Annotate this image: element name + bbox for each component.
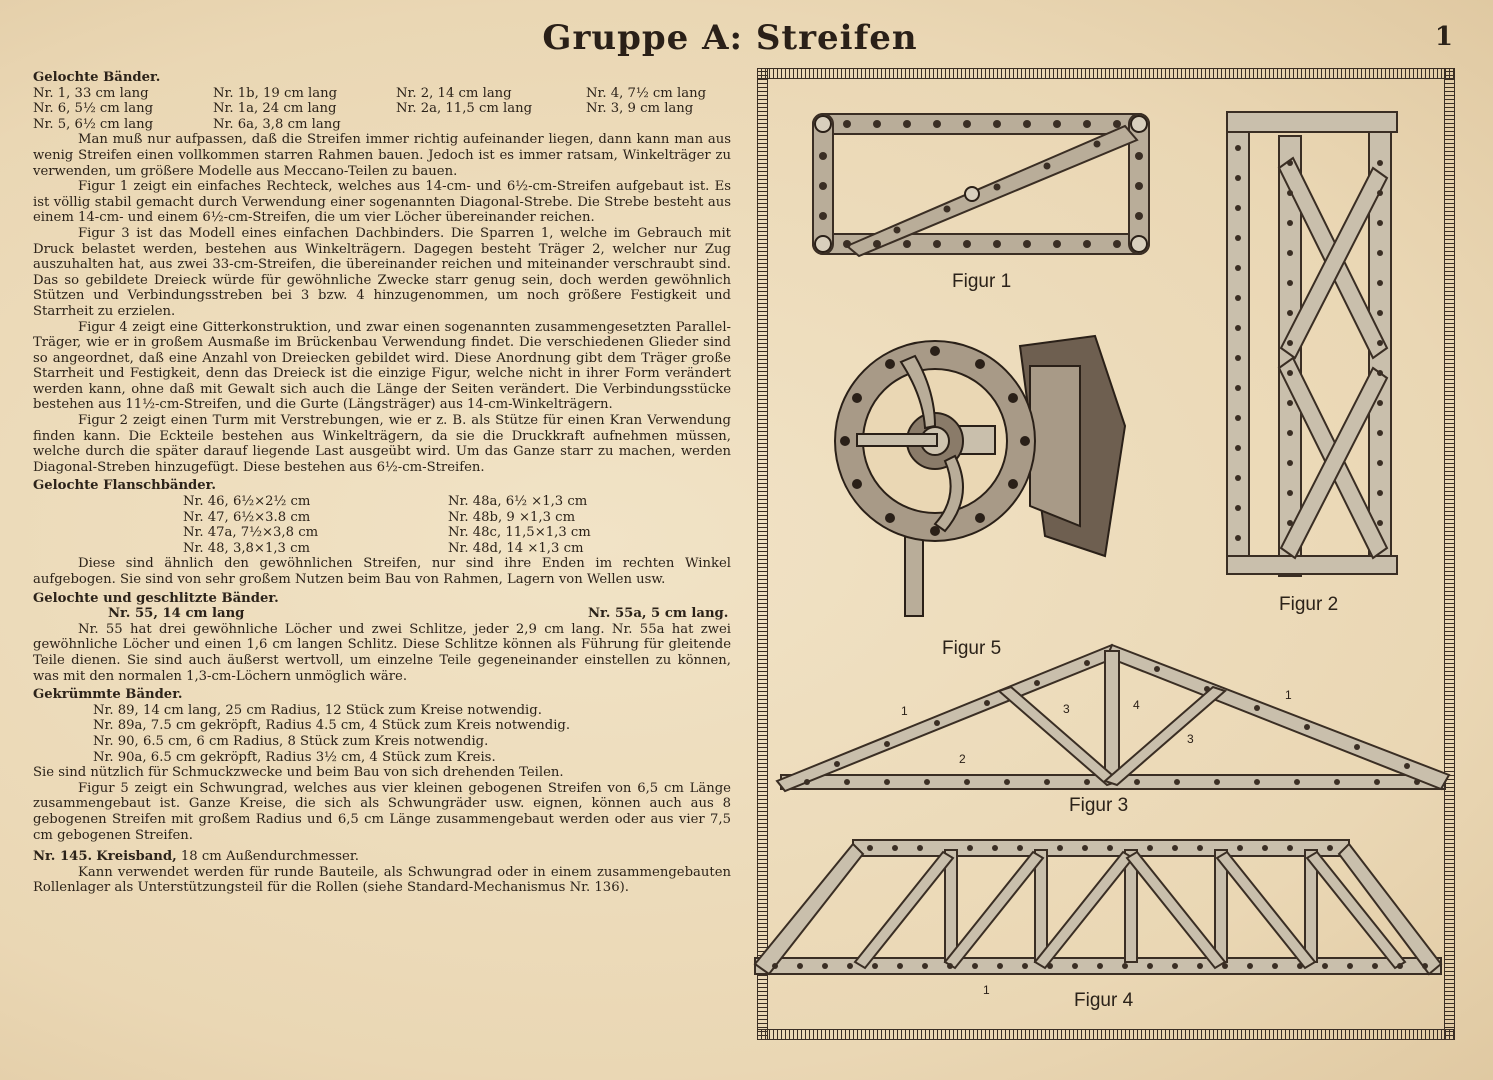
figure-5-caption: Figur 5 [942, 638, 1002, 659]
list-item: Nr. 6a, 3,8 cm lang [213, 116, 341, 132]
list-item: Nr. 48, 3,8×1,3 cm [183, 540, 311, 556]
figure-1-rectangle-illustration [807, 106, 1157, 266]
list-item: Nr. 48c, 11,5×1,3 cm [448, 525, 591, 541]
figure-frame [757, 68, 1455, 1040]
list-item: Nr. 1, 33 cm lang [33, 85, 149, 101]
frame-border-bottom [757, 1029, 1455, 1040]
list-item: Nr. 48d, 14 ×1,3 cm [448, 540, 584, 556]
kreisband-label: Nr. 145. [33, 849, 93, 865]
figure-5-flywheel-illustration [835, 306, 1135, 621]
frame-border-right [1444, 68, 1455, 1040]
list-item: Nr. 90, 6.5 cm, 6 cm Radius, 8 Stück zum Kreis notwendig. [93, 733, 489, 749]
kreisband-entry [33, 849, 731, 865]
list-item: Nr. 47a, 7½×3,8 cm [183, 525, 319, 541]
geschlitzt-list [108, 606, 731, 622]
figure-4-lattice-girder-illustration [745, 836, 1445, 997]
flansch-list [183, 494, 731, 556]
kreisband-title: Kreisband, [96, 849, 177, 865]
paragraph: Man muß nur aufpassen, daß die Streifen immer richtig aufeinander liegen, dann kann man aus wenig Streifen einen vollkommen starren Rahmen bauen. Jedoch ist es immer ratsam, Winkelträger zu verwenden, um größere Modelle aus Meccano-Teilen zu bauen. [33, 132, 731, 179]
list-item: Nr. 47, 6½×3.8 cm [183, 509, 311, 525]
paragraph: Figur 4 zeigt eine Gitterkonstruktion, und zwar einen sogenannten zusammengesetzten Parallel-Träger, wie er in großem Ausmaße im Brückenbau Verwendung findet. Die verschiedenen Glieder sind so angeordnet, daß eine Anzahl von Dreiecken gebildet wird. Diese Anordnung gibt dem Träger große Starrheit und Festigkeit, denn das Dreieck ist die einzige Figur, welche nicht in ihrer Form verändert werden kann, ohne daß mit Gewalt sich auch die Länge der Seiten verändert. Die Verbindungsstücke bestehen aus 11½-cm-Streifen, und die Gurte (Längsträger) aus 14-cm-Winkelträgern. [33, 319, 731, 413]
figure-3-label-3: 3 [1063, 702, 1070, 716]
list-item: Nr. 6, 5½ cm lang [33, 101, 154, 117]
text-column [33, 70, 731, 896]
list-item: Nr. 1b, 19 cm lang [213, 85, 338, 101]
list-item: Nr. 89a, 7.5 cm gekröpft, Radius 4.5 cm, 4 Stück zum Kreis notwendig. [93, 718, 571, 734]
list-item: Nr. 89, 14 cm lang, 25 cm Radius, 12 Stück zum Kreise notwendig. [93, 702, 542, 718]
paragraph: Figur 1 zeigt ein einfaches Rechteck, welches aus 14-cm- und 6½-cm-Streifen aufgebaut ist. Es ist völlig stabil gemacht durch Verwendung einer sogenannten Diagonal-Strebe. Die Strebe besteht aus einem 14-cm- und einem 6½-cm-Streifen, die um vier Löcher übereinander reichen. [33, 179, 731, 226]
list-item: Nr. 48b, 9 ×1,3 cm [448, 509, 576, 525]
section-heading-flansch: Gelochte Flanschbänder. [33, 478, 216, 494]
paragraph: Sie sind nützlich für Schmuckzwecke und beim Bau von sich drehenden Teilen. [33, 765, 564, 781]
gelochte-list [33, 86, 731, 133]
figure-3-caption: Figur 3 [1069, 795, 1129, 816]
figure-3-roof-truss-illustration [777, 643, 1449, 793]
list-item: Nr. 90a, 6.5 cm gekröpft, Radius 3½ cm, 4 Stück zum Kreis. [93, 749, 496, 765]
kreisband-desc: 18 cm Außendurchmesser. [180, 849, 359, 865]
paragraph: Diese sind ähnlich den gewöhnlichen Streifen, nur sind ihre Enden im rechten Winkel aufgebogen. Sie sind von sehr großem Nutzen beim Bau von Rahmen, Lagern von Wellen usw. [33, 556, 731, 587]
figure-3-label-3b: 3 [1187, 732, 1194, 746]
paragraph: Figur 2 zeigt einen Turm mit Verstrebungen, wie er z. B. als Stütze für einen Kran Verwendung finden kann. Die Eckteile bestehen aus Winkelträgern, da sie die Druckkraft aufnehmen müssen, welche durch die später darauf liegende Last ausgeübt wird. Um das Ganze starr zu machen, werden Diagonal-Streben hinzugefügt. Diese bestehen aus 6½-cm-Streifen. [33, 413, 731, 475]
section-heading-gelochte: Gelochte Bänder. [33, 70, 161, 85]
figure-3-label-1: 1 [901, 704, 908, 718]
page-title: Gruppe A: Streifen [542, 18, 918, 58]
gekruemmt-list [93, 703, 731, 765]
section-heading-gekruemmt: Gekrümmte Bänder. [33, 687, 183, 703]
section-heading-geschlitzt: Gelochte und geschlitzte Bänder. [33, 590, 279, 606]
figure-3-label-4: 4 [1133, 698, 1140, 712]
list-item: Nr. 3, 9 cm lang [586, 101, 694, 117]
paragraph: Nr. 55 hat drei gewöhnliche Löcher und zwei Schlitze, jeder 2,9 cm lang. Nr. 55a hat zwei gewöhnliche Löcher und einen 1,6 cm langen Schlitz. Diese Schlitze können als Führung für gleitende Teile dienen. Sie sind auch äußerst wertvoll, um einzelne Teile gegeneinander einstellen zu können, was mit den normalen 1,3-cm-Löchern unmöglich wäre. [33, 621, 731, 684]
paragraph: Figur 5 zeigt ein Schwungrad, welches aus vier kleinen gebogenen Streifen von 6,5 cm Länge zusammengebaut ist. Ganze Kreise, die sich als Schwungräder usw. eignen, können auch aus 8 gebogenen Streifen mit großem Radius und 6,5 cm Länge zusammengebaut werden oder aus vier 7,5 cm gebogenen Streifen. [33, 780, 731, 843]
figure-1-caption: Figur 1 [952, 271, 1012, 292]
list-item: Nr. 4, 7½ cm lang [586, 85, 707, 101]
frame-border-top [757, 68, 1455, 79]
list-item: Nr. 55a, 5 cm lang. [588, 606, 729, 622]
list-item: Nr. 48a, 6½ ×1,3 cm [448, 494, 588, 510]
paragraph: Figur 3 ist das Modell eines einfachen Dachbinders. Die Sparren 1, welche im Gebrauch mit Druck belastet werden, bestehen aus Winkelträgern. Dagegen besteht Träger 2, welcher nur Zug auszuhalten hat, aus zwei 33-cm-Streifen, die übereinander reichen und miteinander verschraubt sind. Das so gebildete Dreieck würde für gewöhnliche Zwecke starr genug sein, doch werden gewöhnlich Stützen und Verbindungsstreben bei 3 bzw. 4 hinzugenommen, um noch größere Festigkeit und Starrheit zu erzielen. [33, 225, 731, 319]
figure-4-label-1: 1 [983, 983, 990, 997]
figure-2-tower-illustration [1219, 108, 1409, 583]
list-item: Nr. 2, 14 cm lang [396, 85, 512, 101]
list-item: Nr. 1a, 24 cm lang [213, 101, 337, 117]
list-item: Nr. 46, 6½×2½ cm [183, 494, 311, 510]
page-number: 1 [1434, 22, 1453, 52]
figure-3-label-2: 2 [959, 752, 966, 766]
list-item: Nr. 55, 14 cm lang [108, 606, 245, 622]
list-item: Nr. 2a, 11,5 cm lang [396, 101, 533, 117]
paragraph: Kann verwendet werden für runde Bauteile, als Schwungrad oder in einem zusammengebauten Rollenlager als Unterstützungsteil für die Rollen (siehe Standard-Mechanismus Nr. 136). [33, 864, 731, 896]
list-item: Nr. 5, 6½ cm lang [33, 116, 154, 132]
figure-3-label-1b: 1 [1285, 688, 1292, 702]
figure-4-caption: Figur 4 [1074, 990, 1134, 1011]
figure-2-caption: Figur 2 [1279, 594, 1339, 615]
